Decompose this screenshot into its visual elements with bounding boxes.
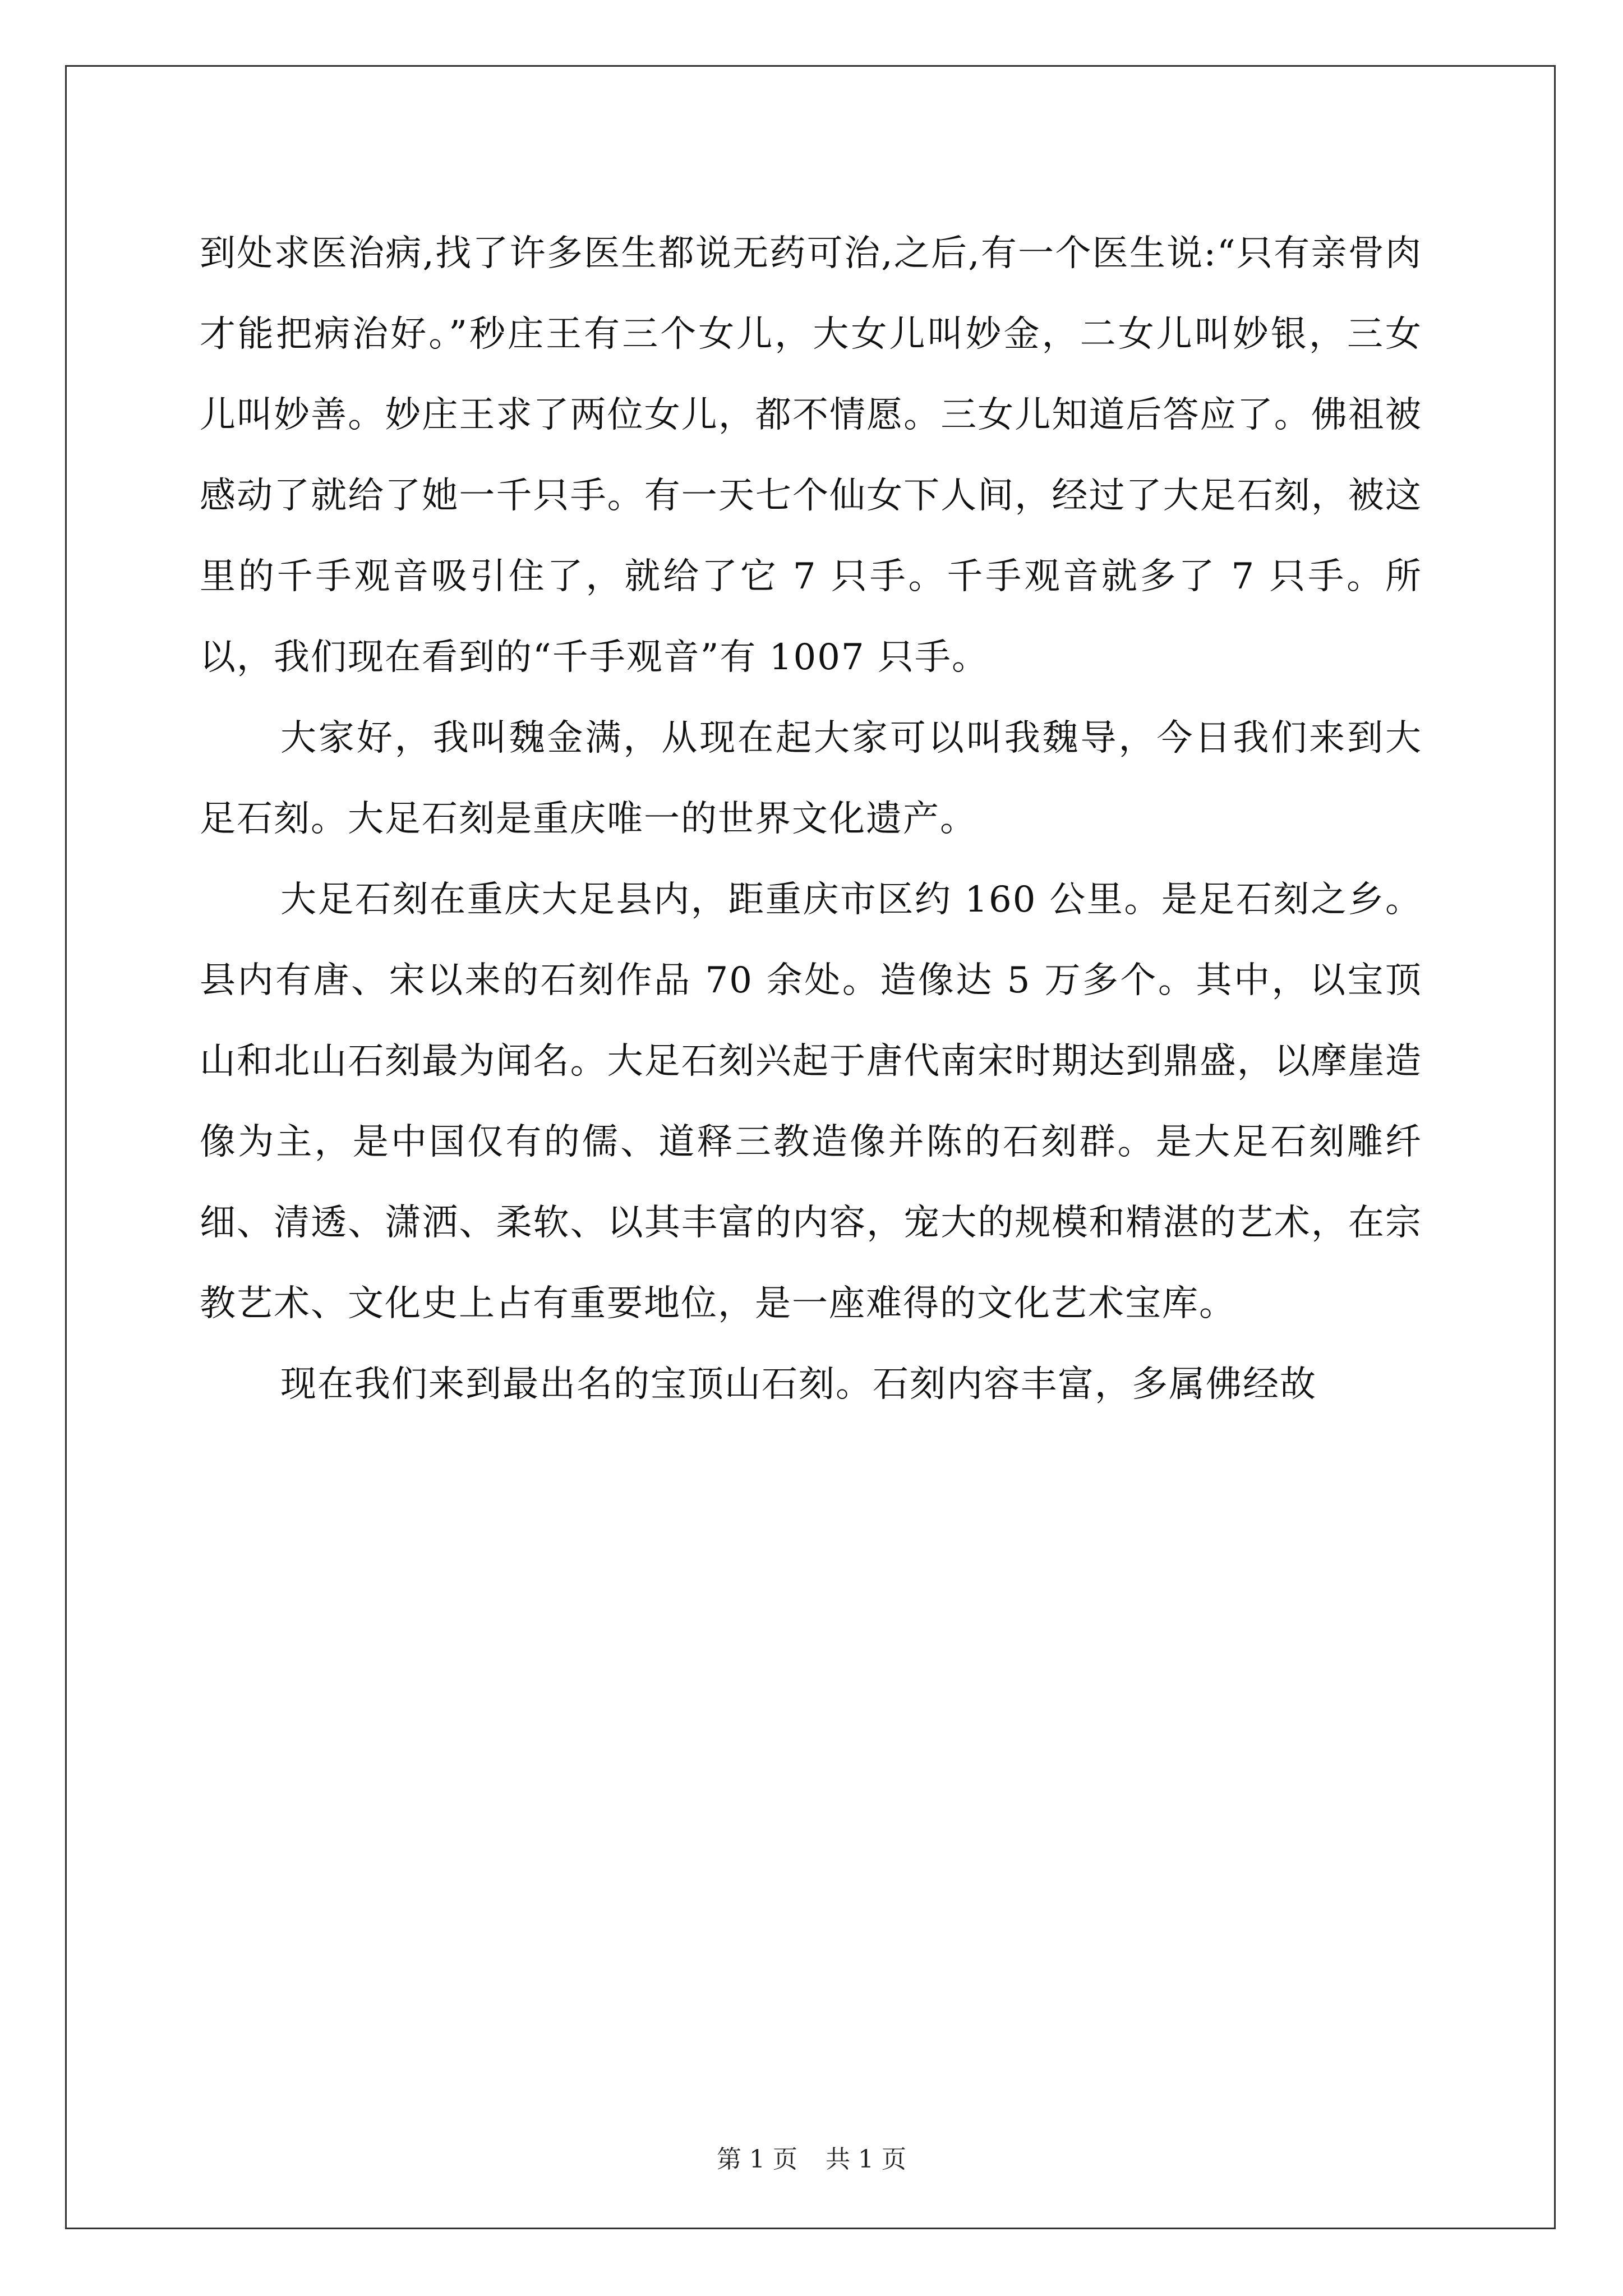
page-number: 第 1 页 [717,2145,797,2174]
document-body [200,213,1422,1425]
paragraph-1: 到处求医治病,找了许多医生都说无药可治,之后,有一个医生说:“只有亲骨肉才能把病治好。”秒庄王有三个女儿，大女儿叫妙金，二女儿叫妙银，三女儿叫妙善。妙庄王求了两位女儿，都不情愿。三女儿知道后答应了。佛祖被感动了就给了她一千只手。有一天七个仙女下人间，经过了大足石刻，被这里的千手观音吸引住了，就给了它 7 只手。千手观音就多了 7 只手。所以，我们现在看到的“千手观音”有 1007 只手。 [200,233,1422,678]
paragraph-3: 大足石刻在重庆大足县内，距重庆市区约 160 公里。是足石刻之乡。县内有唐、宋以来的石刻作品 70 余处。造像达 5 万多个。其中，以宝顶山和北山石刻最为闻名。大足石刻兴起于唐代南宋时期达到鼎盛，以摩崖造像为主，是中国仅有的儒、道释三教造像并陈的石刻群。是大足石刻雕纤细、清透、潇洒、柔软、以其丰富的内容，宠大的规模和精湛的艺术，在宗教艺术、文化史上占有重要地位，是一座难得的文化艺术宝库。 [200,879,1422,1324]
paragraph-2: 大家好，我叫魏金满，从现在起大家可以叫我魏导，今日我们来到大足石刻。大足石刻是重庆唯一的世界文化遗产。 [200,717,1422,840]
page-total: 共 1 页 [826,2145,906,2174]
page-footer [0,2143,1623,2177]
paragraph-4: 现在我们来到最出名的宝顶山石刻。石刻内容丰富，多属佛经故 [280,1364,1317,1405]
